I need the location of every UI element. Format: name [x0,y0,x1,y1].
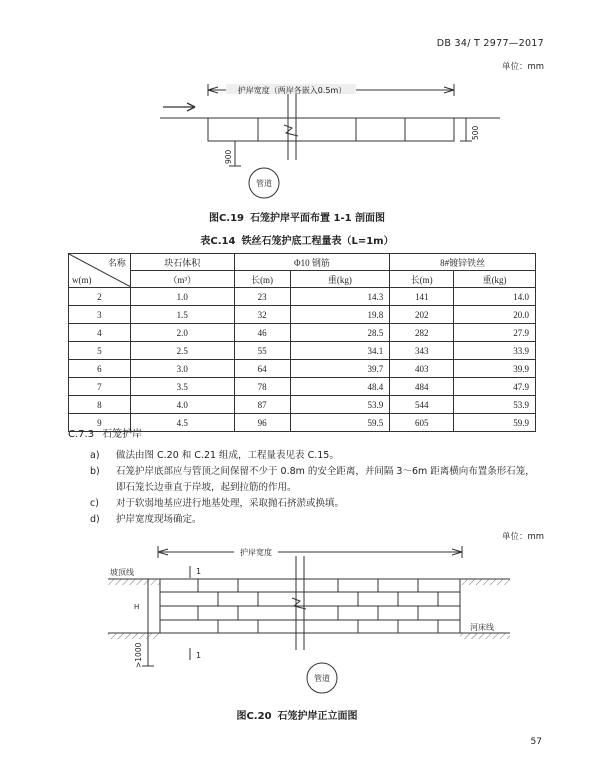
table-cell: 343 [390,342,454,360]
table-cell: 28.5 [290,324,390,342]
list-item-d [90,512,540,528]
fig20-dim-1000: >1000 [134,642,143,668]
table-cell: 2.5 [130,342,234,360]
corner-top-label: 名称 [107,258,126,268]
fig20-pipe-label: 管道 [314,674,330,683]
table-cell: 20.0 [454,306,536,324]
fig20-width-label: 护岸宽度 [240,548,272,557]
table-cell: 33.9 [454,342,536,360]
list-item-c [90,496,540,512]
col-wire-header: 8#镀锌铁丝 [390,254,536,271]
fig19-dim-900: 900 [224,149,233,164]
item-label: c) [90,498,99,509]
fig19-pipe-label: 管道 [256,179,272,188]
table-cell: 202 [390,306,454,324]
col-stone-header: 块石体积 [130,254,234,271]
section-title: 石笼护岸 [102,429,143,440]
corner-bottom-label: w(m) [72,275,92,285]
fig20-marker-bottom: 1 [196,651,202,660]
table-cell: 39.9 [454,360,536,378]
list-item-b [90,464,540,496]
table-cell: 5 [69,342,131,360]
table-cell: 3.0 [130,360,234,378]
col-rebar-header: Φ10 钢筋 [234,254,390,271]
table-cell: 53.9 [290,396,390,414]
table-cell: 6 [69,360,131,378]
table-row [69,306,536,324]
table-cell: 4.0 [130,396,234,414]
table-row [69,378,536,396]
item-text: 石笼护岸底部应与管顶之间保留不少于 0.8m 的安全距离，并间隔 3～6m 距离横向布置条形石笼，即石笼长边垂直于岸坡，起到拉筋的作用。 [116,466,535,493]
fig20-caption [0,707,600,722]
table-cell: 46 [234,324,290,342]
table-cell: 2 [69,288,131,306]
table-cell: 484 [390,378,454,396]
wire-length-header: 长(m) [390,271,454,288]
table-cell: 32 [234,306,290,324]
fig20-caption-text: 石笼护岸正立面图 [277,711,358,722]
table-cell: 403 [390,360,454,378]
table-cell: 59.5 [290,414,390,432]
item-label: d) [90,514,100,525]
fig19-caption-no: 图C.19 [208,213,245,224]
figure-c20 [0,540,600,700]
table-caption [0,232,600,247]
fig20-h-label: H [134,603,140,611]
table-cell: 55 [234,342,290,360]
item-text: 对于软弱地基应进行地基处理，采取抛石挤淤或换填。 [116,498,345,509]
list-item-a [90,448,540,464]
fig20-slope-line-label: 坡顶线 [110,568,134,577]
figure-c19 [0,65,600,200]
table-cell: 282 [390,324,454,342]
table-cell: 64 [234,360,290,378]
fig20-riverbed-label: 河床线 [470,623,494,632]
wire-weight-header: 重(kg) [454,271,536,288]
table-cell: 47.9 [454,378,536,396]
table-caption-no: 表C.14 [200,236,236,247]
section-heading [68,425,142,440]
table-cell: 39.7 [290,360,390,378]
table-corner-cell [69,254,131,288]
table-cell: 34.1 [290,342,390,360]
table-row [69,396,536,414]
item-label: b) [90,466,100,477]
table-cell: 14.0 [454,288,536,306]
fig19-caption [0,209,600,224]
col-stone-unit: （m³） [130,271,234,288]
table-cell: 7 [69,378,131,396]
table-cell: 59.9 [454,414,536,432]
table-cell: 19.8 [290,306,390,324]
table-cell: 8 [69,396,131,414]
item-text: 护岸宽度现场确定。 [116,514,202,525]
standard-code: DB 34/ T 2977—2017 [436,38,544,49]
table-cell: 48.4 [290,378,390,396]
table-cell: 9 [69,414,131,432]
fig20-marker-top: 1 [196,567,202,576]
table-caption-text: 铁丝石笼护底工程量表（L=1m） [241,236,394,247]
table-cell: 96 [234,414,290,432]
table-cell: 2.0 [130,324,234,342]
table-cell: 3 [69,306,131,324]
unit-label-top: 单位：mm [501,62,544,72]
table-cell: 78 [234,378,290,396]
section-number: C.7.3 [68,429,95,440]
item-label: a) [90,450,100,461]
table-row [69,342,536,360]
page-number: 57 [530,737,542,747]
table-cell: 1.0 [130,288,234,306]
table-cell: 23 [234,288,290,306]
table-cell: 87 [234,396,290,414]
quantity-table [68,253,536,432]
fig19-dim-500: 500 [471,125,480,140]
fig20-caption-no: 图C.20 [236,711,272,722]
table-cell: 53.9 [454,396,536,414]
table-cell: 14.3 [290,288,390,306]
rebar-weight-header: 重(kg) [290,271,390,288]
unit-label-mid: 单位：mm [501,532,544,542]
table-cell: 544 [390,396,454,414]
fig19-caption-text: 石笼护岸平面布置 1-1 剖面图 [250,213,386,224]
table-cell: 4.5 [130,414,234,432]
table-row [69,360,536,378]
table-cell: 1.5 [130,306,234,324]
item-text: 做法由图 C.20 和 C.21 组成，工程量表见表 C.15。 [116,450,339,461]
rebar-length-header: 长(m) [234,271,290,288]
table-cell: 3.5 [130,378,234,396]
table-cell: 141 [390,288,454,306]
table-row [69,324,536,342]
table-cell: 605 [390,414,454,432]
table-row [69,288,536,306]
fig19-width-label: 护岸宽度（两岸各嵌入0.5m） [237,86,347,95]
table-cell: 27.9 [454,324,536,342]
table-cell: 4 [69,324,131,342]
